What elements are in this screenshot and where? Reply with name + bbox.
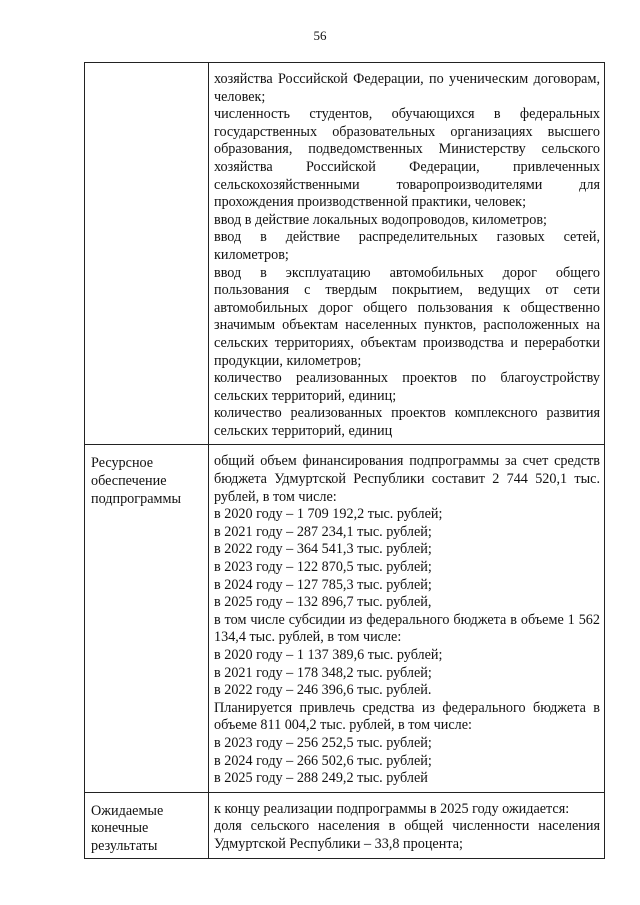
paragraph: в 2020 году – 1 137 389,6 тыс. рублей; [214, 647, 443, 663]
row-label [85, 63, 209, 445]
paragraph: к концу реализации подпрограммы в 2025 году ожидается: [214, 800, 570, 817]
paragraph: ввод в эксплуатацию автомобильных дорог общего пользования с твердым покрытием, ведущих от сети автомобильных дорог общего пользования к общественно значимым объектам населенных пунктов, расположенных на сельских территориях, объектам производства и переработки продукции, километров; [214, 264, 600, 369]
paragraph: в 2021 году – 178 348,2 тыс. рублей; [214, 664, 432, 681]
paragraph: в 2022 году – 246 396,6 тыс. рублей. [214, 682, 432, 699]
paragraph: доля сельского населения в общей численности населения Удмуртской Республики – 33,8 процента; [214, 818, 600, 852]
paragraph: в 2024 году – 266 502,6 тыс. рублей; [214, 752, 432, 769]
paragraph: в 2021 году – 287 234,1 тыс. рублей; [214, 523, 432, 540]
paragraph: ввод в действие локальных водопроводов, километров; [214, 211, 547, 228]
paragraph: в 2023 году – 122 870,5 тыс. рублей; [214, 559, 432, 576]
paragraph: хозяйства Российской Федерации, по ученическим договорам, человек; [214, 71, 600, 105]
page-number: 56 [313, 28, 327, 43]
row-content [209, 63, 605, 445]
paragraph: в 2025 году – 132 896,7 тыс. рублей, [214, 594, 432, 611]
table-row [85, 63, 605, 445]
subprogram-passport-table [84, 62, 605, 859]
row-content [209, 445, 605, 792]
paragraph: ввод в действие распределительных газовых сетей, километров; [214, 229, 600, 263]
paragraph: в 2022 году – 364 541,3 тыс. рублей; [214, 541, 432, 558]
table-row [85, 445, 605, 792]
paragraph: Планируется привлечь средства из федерального бюджета в объеме 811 004,2 тыс. рублей, в том числе: [214, 699, 600, 734]
paragraph: в 2023 году – 256 252,5 тыс. рублей; [214, 734, 432, 751]
paragraph: количество реализованных проектов по благоустройству сельских территорий, единиц; [214, 370, 600, 404]
row-label: Ожидаемые конечные результаты [85, 792, 209, 858]
row-label: Ресурсное обеспечение подпрограммы [85, 445, 209, 792]
paragraph: общий объем финансирования подпрограммы за счет средств бюджета Удмуртской Республики составит 2 744 520,1 тыс. рублей, в том числе: [214, 453, 600, 505]
row-content [209, 792, 605, 858]
paragraph: в 2020 году – 1 709 192,2 тыс. рублей; [214, 506, 443, 523]
paragraph: в 2025 году – 288 249,2 тыс. рублей [214, 770, 428, 787]
paragraph: в 2024 году – 127 785,3 тыс. рублей; [214, 576, 432, 593]
paragraph: численность студентов, обучающихся в федеральных государственных образовательных организациях высшего образования, подведомственных Министерству сельского хозяйства Российской Федерации, привлеченных сельскохозяйственными товаропроизводителями для прохождения производственной практики, человек; [214, 106, 600, 211]
paragraph: в том числе субсидии из федерального бюджета в объеме 1 562 134,4 тыс. рублей, в том числе: [214, 611, 600, 646]
paragraph: количество реализованных проектов комплексного развития сельских территорий, единиц [214, 405, 600, 439]
table-row [85, 792, 605, 858]
